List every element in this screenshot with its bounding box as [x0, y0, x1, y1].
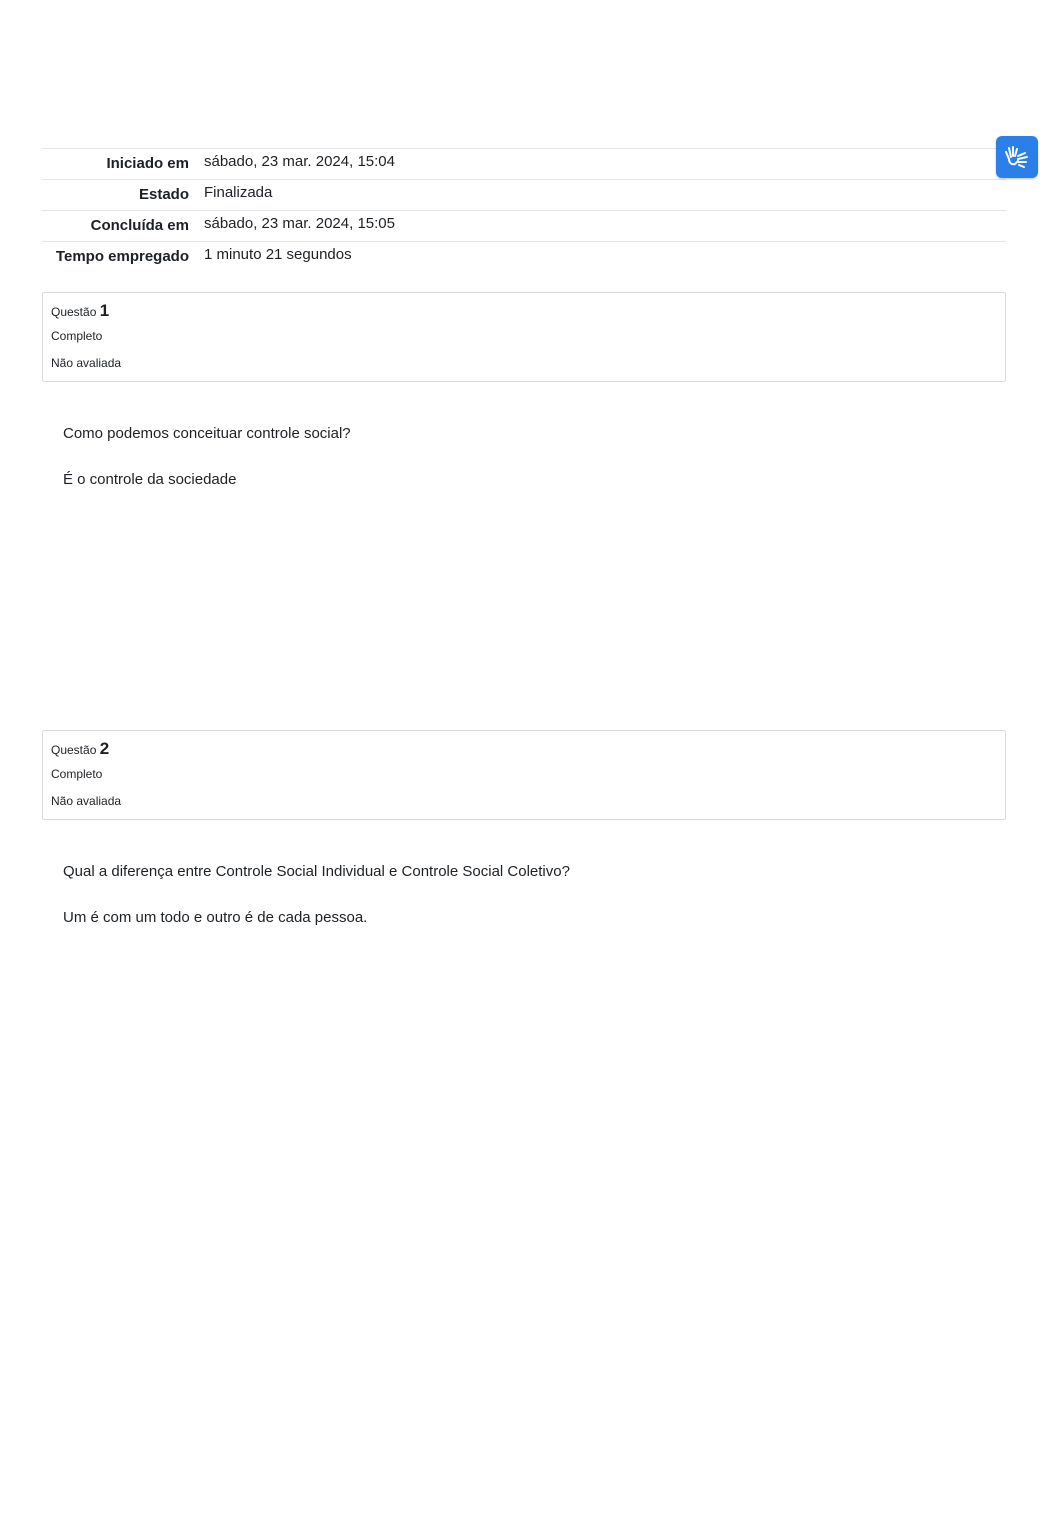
- question-1-grade: Não avaliada: [51, 356, 122, 370]
- question-2-prefix: Questão: [51, 743, 97, 757]
- question-2-info-box: [42, 730, 1006, 820]
- sign-language-hands-icon: [1003, 143, 1031, 171]
- question-2-grade: Não avaliada: [51, 794, 122, 808]
- question-1-info-box: [42, 292, 1006, 382]
- summary-row-completed: [42, 211, 1006, 242]
- question-1-prefix: Questão: [51, 305, 97, 319]
- summary-label-completed: Concluída em: [90, 217, 189, 234]
- question-2-text: Qual a diferença entre Controle Social Individual e Controle Social Coletivo?: [63, 863, 570, 880]
- question-1-num: 1: [99, 301, 110, 320]
- summary-label-started: Iniciado em: [106, 155, 189, 172]
- attempt-summary-table: [42, 148, 1006, 272]
- summary-value-completed: sábado, 23 mar. 2024, 15:05: [204, 215, 395, 232]
- question-1-state: Completo: [51, 329, 103, 343]
- summary-label-time-taken: Tempo empregado: [55, 248, 189, 265]
- summary-label-state: Estado: [138, 186, 189, 203]
- question-1-answer: É o controle da sociedade: [63, 471, 237, 488]
- question-2-number: [51, 739, 109, 759]
- question-1-text: Como podemos conceituar controle social?: [63, 425, 351, 442]
- summary-row-state: [42, 180, 1006, 211]
- summary-row-time-taken: [42, 242, 1006, 273]
- question-2-state: Completo: [51, 767, 103, 781]
- question-2-answer: Um é com um todo e outro é de cada pessoa.: [63, 909, 368, 926]
- summary-value-state: Finalizada: [204, 184, 273, 201]
- question-1-number: [51, 301, 109, 321]
- summary-value-time-taken: 1 minuto 21 segundos: [204, 246, 352, 263]
- summary-value-started: sábado, 23 mar. 2024, 15:04: [204, 153, 395, 170]
- question-2-num: 2: [99, 739, 110, 758]
- accessibility-button[interactable]: [996, 136, 1038, 178]
- summary-row-started: [42, 149, 1006, 180]
